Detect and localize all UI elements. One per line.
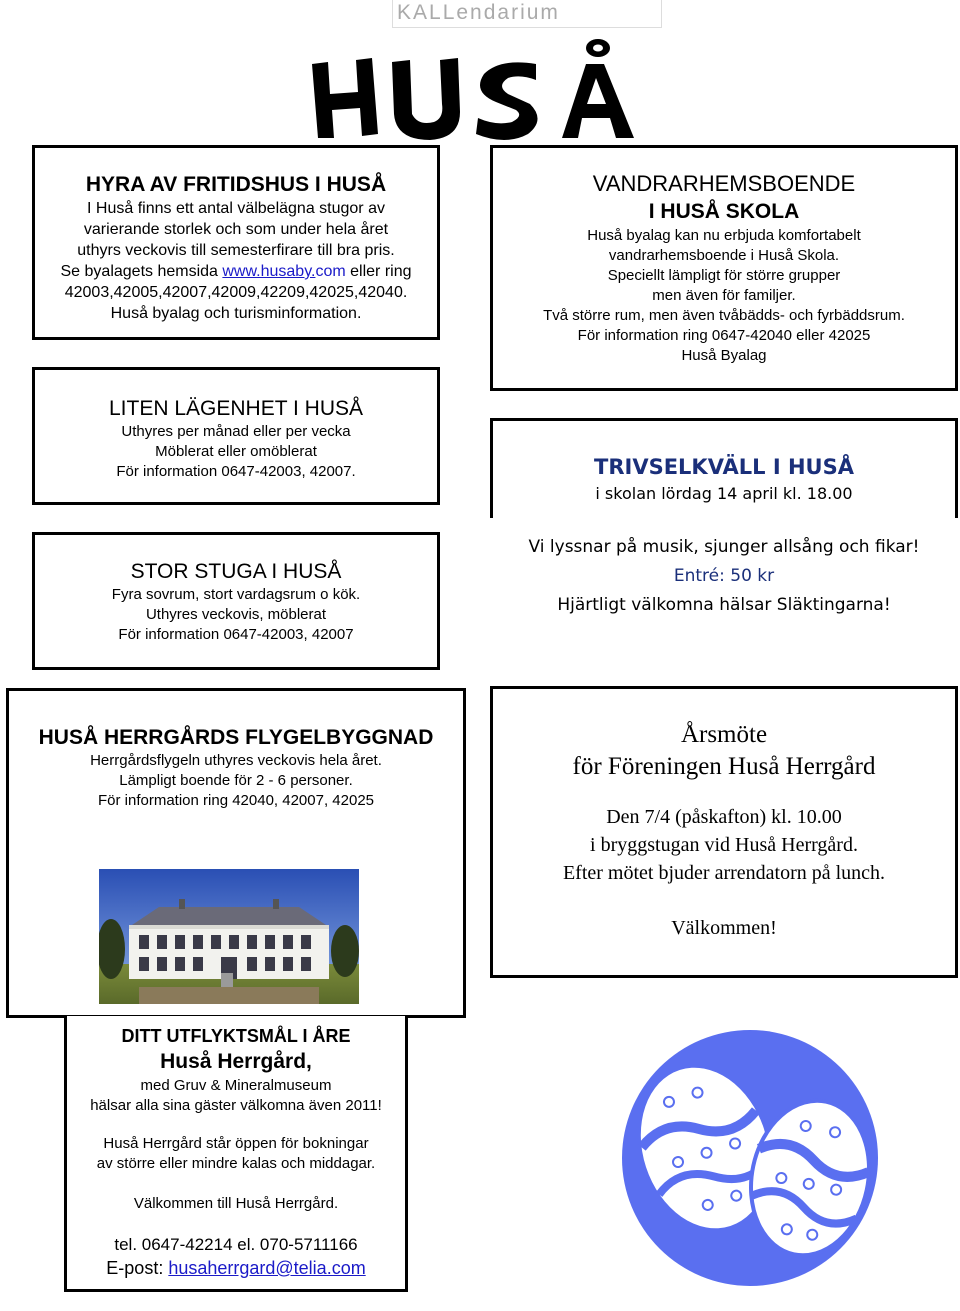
header-title-box — [392, 0, 662, 28]
utflykt-email-line — [67, 1256, 405, 1280]
arsmote-line3: Efter mötet bjuder arrendatorn på lunch. — [562, 862, 886, 884]
vandrarhem-heading2: I HUSÅ SKOLA — [648, 200, 800, 223]
hyra-line3: uthyrs veckovis till semesterfirare till bra pris. — [77, 242, 395, 259]
husaby-link-part1: www.husaby. — [222, 263, 316, 280]
vandrarhem-line7: Huså Byalag — [681, 347, 767, 364]
herrgard-line3: För information ring 42040, 42007, 42025 — [97, 792, 375, 809]
box-stor-stuga — [32, 532, 440, 670]
easter-eggs-graphic — [600, 1018, 930, 1288]
vandrarhem-line1: Huså byalag kan nu erbjuda komfortabelt — [587, 227, 861, 244]
utflykt-line4: av större eller mindre kalas och middagar. — [96, 1155, 376, 1172]
vandrarhem-line2: vandrarhemsboende i Huså Skola. — [608, 247, 840, 264]
trivsel-line2: Vi lyssnar på musik, sjunger allsång och fikar! — [528, 537, 920, 557]
arsmote-heading1: Årsmöte — [680, 721, 768, 748]
trivsel-line4: Hjärtligt välkomna hälsar Släktingarna! — [557, 595, 891, 615]
liten-line1: Uthyres per månad eller per vecka — [121, 423, 351, 440]
liten-line2: Möblerat eller omöblerat — [155, 443, 317, 460]
trivsel-heading: TRIVSELKVÄLL I HUSÅ — [594, 455, 854, 479]
stor-heading: STOR STUGA I HUSÅ — [130, 560, 342, 583]
trivsel-line1: i skolan lördag 14 april kl. 18.00 — [595, 484, 853, 503]
box-utflyktsmal — [64, 1016, 408, 1292]
stor-line1: Fyra sovrum, stort vardagsrum o kök. — [111, 586, 361, 603]
box-vandrarhem — [490, 145, 958, 391]
husaby-link[interactable] — [222, 263, 315, 280]
hyra-line1: I Huså finns ett antal välbelägna stugor av — [87, 200, 385, 217]
box-trivselkvall — [490, 418, 958, 518]
stor-line2: Uthyres veckovis, möblerat — [145, 606, 327, 623]
arsmote-line1: Den 7/4 (påskafton) kl. 10.00 — [606, 806, 842, 828]
vandrarhem-line4: men även för familjer. — [652, 287, 796, 304]
utflykt-line6: tel. 0647-42214 el. 070-5711166 — [114, 1235, 358, 1254]
header-title: KALLendarium — [397, 1, 560, 24]
utflykt-line1: med Gruv & Mineralmuseum — [140, 1077, 332, 1094]
vandrarhem-line3: Speciellt lämpligt för större grupper — [607, 267, 841, 284]
utflykt-heading1: DITT UTFLYKTSMÅL I ÅRE — [121, 1026, 351, 1046]
easter-eggs-illustration — [600, 1018, 930, 1288]
husa-logo — [300, 34, 660, 144]
husaby-link-part2[interactable]: com — [315, 263, 346, 280]
stor-line3: För information 0647-42003, 42007 — [118, 626, 354, 643]
husa-logo-graphic — [300, 34, 660, 144]
email-link[interactable]: husaherrgard@telia.com — [168, 1258, 366, 1278]
arsmote-heading2: för Föreningen Huså Herrgård — [572, 753, 876, 780]
liten-heading: LITEN LÄGENHET I HUSÅ — [108, 397, 363, 420]
herrgard-line1: Herrgårdsflygeln uthyres veckovis hela året. — [90, 752, 382, 769]
trivsel-line3: Entré: 50 kr — [673, 566, 775, 586]
vandrarhem-line6: För information ring 0647-42040 eller 42025 — [577, 327, 871, 344]
hyra-line4 — [35, 261, 437, 282]
hyra-line4-post: eller ring — [345, 263, 412, 280]
box-arsmote — [490, 686, 958, 978]
utflykt-email-label: E-post: — [106, 1258, 169, 1278]
manor-photo-graphic — [99, 869, 359, 1004]
hyra-line5: 42003,42005,42007,42009,42209,42025,42040. — [64, 284, 408, 301]
herrgard-line2: Lämpligt boende för 2 - 6 personer. — [119, 772, 353, 789]
liten-line3: För information 0647-42003, 42007. — [116, 463, 356, 480]
vandrarhem-heading1: VANDRARHEMSBOENDE — [592, 171, 856, 196]
herrgard-heading: HUSÅ HERRGÅRDS FLYGELBYGGNAD — [38, 726, 434, 749]
arsmote-line4: Välkommen! — [671, 917, 777, 939]
utflykt-line3: Huså Herrgård står öppen för bokningar — [103, 1135, 369, 1152]
arsmote-line2: i bryggstugan vid Huså Herrgård. — [590, 834, 858, 856]
hyra-line2: varierande storlek och som under hela året — [83, 221, 389, 238]
trivsel-body — [490, 533, 958, 620]
hyra-heading: HYRA AV FRITIDSHUS I HUSÅ — [85, 173, 387, 196]
vandrarhem-line5: Två större rum, men även tvåbädds- och fyrbäddsrum. — [543, 307, 905, 324]
utflykt-heading2: Huså Herrgård, — [160, 1050, 312, 1073]
box-herrgard-flygel — [6, 688, 466, 1018]
utflykt-line2: hälsar alla sina gäster välkomna även 2011! — [90, 1097, 382, 1114]
hyra-line6: Huså byalag och turisminformation. — [110, 305, 362, 322]
manor-photo — [99, 869, 359, 1004]
box-hyra-fritidshus — [32, 145, 440, 340]
hyra-line4-pre: Se byalagets hemsida — [60, 263, 223, 280]
box-liten-lagenhet — [32, 367, 440, 505]
utflykt-line5: Välkommen till Huså Herrgård. — [133, 1195, 339, 1212]
